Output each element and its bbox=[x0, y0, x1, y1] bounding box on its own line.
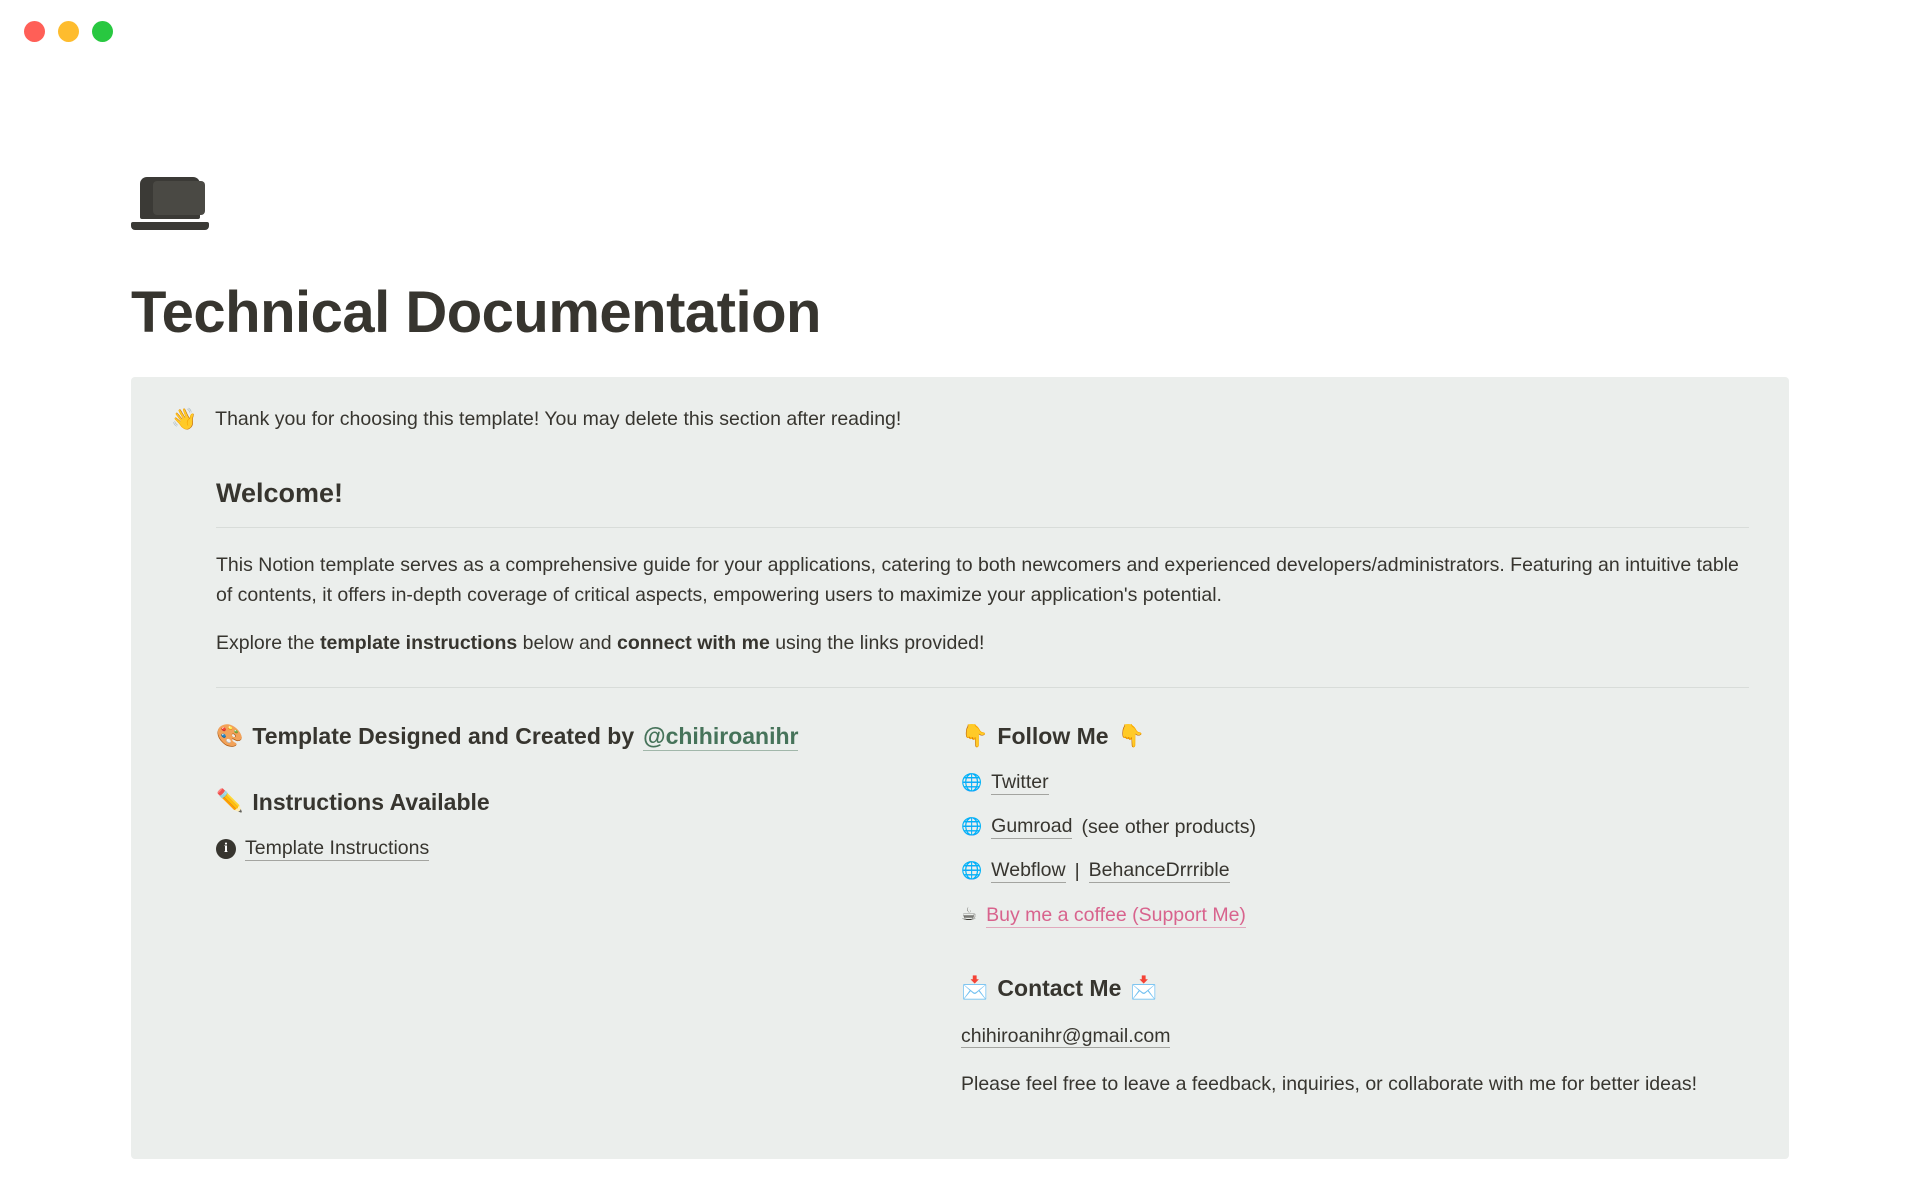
wave-emoji: 👋 bbox=[171, 406, 198, 431]
template-instructions-row[interactable] bbox=[216, 837, 961, 861]
designer-heading-row bbox=[216, 722, 961, 752]
palette-emoji: 🎨 bbox=[216, 723, 244, 749]
designer-heading-text: Template Designed and Created by bbox=[252, 723, 635, 750]
close-window-button[interactable] bbox=[24, 21, 45, 42]
buy-coffee-row[interactable] bbox=[961, 903, 1749, 927]
follow-heading-row bbox=[961, 722, 1749, 752]
template-instructions-link[interactable]: Template Instructions bbox=[245, 837, 430, 860]
paragraph-2-part-2: below and bbox=[517, 632, 618, 655]
welcome-callout bbox=[131, 377, 1789, 1159]
envelope-emoji-right: 📩 bbox=[1130, 975, 1158, 1001]
buy-me-a-coffee-link[interactable]: Buy me a coffee (Support Me) bbox=[986, 903, 1246, 926]
gumroad-link[interactable]: Gumroad bbox=[991, 815, 1073, 838]
document-page bbox=[0, 177, 1920, 1200]
behance-dribbble-link[interactable]: BehanceDrrrible bbox=[1088, 859, 1230, 882]
globe-icon: 🌐 bbox=[961, 773, 983, 794]
follow-heading-text: Follow Me bbox=[997, 723, 1109, 750]
contact-heading-row bbox=[961, 974, 1749, 1004]
email-row[interactable] bbox=[961, 1025, 1749, 1048]
callout-columns bbox=[216, 722, 1749, 1119]
paragraph-2-part-1: Explore the bbox=[216, 632, 321, 655]
paragraph-2-bold-2: connect with me bbox=[617, 632, 770, 655]
maximize-window-button[interactable] bbox=[92, 21, 113, 42]
pencil-emoji: ✏️ bbox=[216, 789, 244, 815]
email-link[interactable]: chihiroanihr@gmail.com bbox=[961, 1025, 1171, 1048]
right-column bbox=[961, 722, 1749, 1119]
twitter-link[interactable]: Twitter bbox=[991, 771, 1049, 794]
instructions-heading-text: Instructions Available bbox=[252, 788, 490, 815]
gumroad-suffix: (see other products) bbox=[1081, 815, 1256, 838]
callout-intro-text: Thank you for choosing this template! You may delete this section after reading! bbox=[215, 407, 902, 430]
gumroad-row[interactable] bbox=[961, 815, 1749, 839]
contact-heading-text: Contact Me bbox=[997, 975, 1122, 1002]
globe-icon: 🌐 bbox=[961, 817, 983, 838]
title-bar bbox=[0, 0, 1920, 62]
paragraph-2-bold-1: template instructions bbox=[320, 632, 518, 655]
welcome-divider bbox=[216, 527, 1749, 528]
welcome-paragraph-1: This Notion template serves as a comprehensive guide for your applications, catering to both newcomers and experienced developers/administrators. Featuring an intuitive table of contents, it offers in-depth coverage of critical aspects, empowering users to maximize your application's potential. bbox=[216, 554, 1739, 607]
minimize-window-button[interactable] bbox=[58, 21, 79, 42]
feedback-text: Please feel free to leave a feedback, inquiries, or collaborate with me for better ideas! bbox=[961, 1073, 1697, 1096]
welcome-heading: Welcome! bbox=[216, 478, 344, 509]
coffee-emoji: ☕ bbox=[961, 904, 978, 926]
welcome-paragraph-2 bbox=[216, 628, 1749, 658]
left-column bbox=[216, 722, 961, 1119]
paragraph-2-part-3: using the links provided! bbox=[769, 632, 985, 655]
link-separator: | bbox=[1074, 859, 1080, 882]
twitter-row[interactable] bbox=[961, 771, 1749, 795]
webflow-behance-row[interactable] bbox=[961, 859, 1749, 883]
webflow-link[interactable]: Webflow bbox=[991, 859, 1066, 882]
instructions-heading-row bbox=[216, 787, 961, 817]
laptop-icon[interactable] bbox=[131, 177, 209, 243]
info-icon: i bbox=[216, 839, 236, 859]
traffic-light-controls bbox=[24, 21, 113, 42]
page-title: Technical Documentation bbox=[131, 280, 821, 345]
callout-intro-row bbox=[171, 405, 1749, 434]
point-down-emoji-right: 👇 bbox=[1117, 723, 1145, 749]
point-down-emoji-left: 👇 bbox=[961, 723, 989, 749]
designer-handle-link[interactable]: @chihiroanihr bbox=[643, 722, 799, 749]
globe-icon: 🌐 bbox=[961, 861, 983, 882]
envelope-emoji-left: 📩 bbox=[961, 975, 989, 1001]
